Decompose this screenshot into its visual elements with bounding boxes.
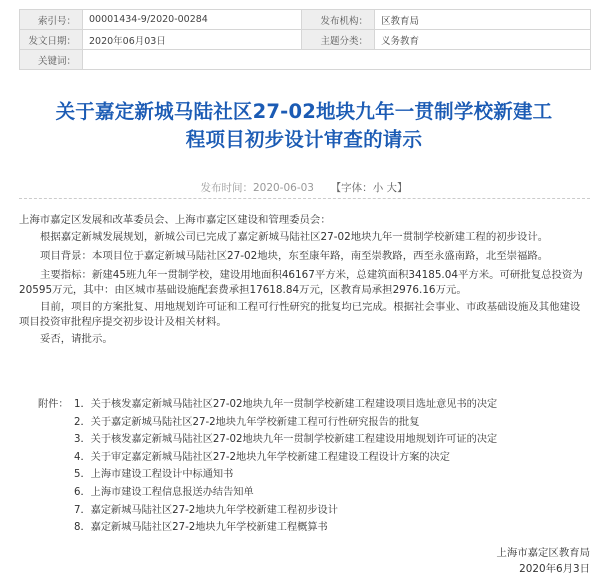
font-small-link[interactable]: 小	[372, 182, 384, 194]
font-size-switch	[331, 182, 408, 194]
font-size-close: 】	[397, 182, 408, 194]
attachment-item: 3．关于核发嘉定新城马陆社区27-02地块九年一贯制学校新建工程建设用地规划许可证的决定	[74, 434, 498, 446]
list-item	[38, 466, 593, 484]
document-title	[8, 98, 600, 154]
list-item	[38, 449, 593, 467]
font-size-label: 【字体：	[330, 182, 373, 194]
publish-time: 2020-06-03	[252, 182, 314, 194]
attachment-item: 4．关于审定嘉定新城马陆社区27-2地块九年学校新建工程建设工程设计方案的决定	[74, 451, 450, 463]
publish-time-label: 发布时间：	[200, 182, 253, 194]
paragraph: 主要指标：新建45班九年一贯制学校，建设用地面积46167平方米，总建筑面积34185.04平方米。可研批复总投资为20595万元，其中：由区城市基础设施配套费承担17618.84万元，区教育局承担2976.16万元。	[19, 269, 583, 296]
list-item	[38, 484, 593, 502]
attachment-item: 2．关于嘉定新城马陆社区27-2地块九年学校新建工程可行性研究报告的批复	[74, 416, 420, 428]
publish-info	[0, 180, 608, 195]
topic-label: 主题分类：	[302, 30, 375, 50]
list-item	[38, 519, 593, 537]
metadata-row	[20, 50, 591, 70]
topic-value: 义务教育	[375, 30, 591, 50]
attachment-item: 7．嘉定新城马陆社区27-2地块九年学校新建工程初步设计	[74, 504, 338, 516]
attachment-item: 6．上海市建设工程信息报送办结告知单	[74, 486, 254, 498]
metadata-row	[20, 10, 591, 30]
date-value: 2020年06月03日	[83, 30, 302, 50]
document-body	[19, 213, 587, 351]
attachment-item: 5．上海市建设工程设计中标通知书	[74, 469, 234, 481]
index-value: 00001434-9/2020-00284	[83, 10, 302, 30]
attachments-prefix: 附件：	[38, 399, 69, 410]
list-item	[38, 396, 593, 414]
paragraph: 妥否，请批示。	[40, 333, 113, 345]
keywords-label: 关键词：	[20, 50, 83, 70]
salutation: 上海市嘉定区发展和改革委员会、上海市嘉定区建设和管理委员会：	[19, 214, 331, 226]
attachment-item: 1．关于核发嘉定新城马陆社区27-02地块九年一贯制学校新建工程建设项目选址意见书的决定	[74, 399, 498, 410]
metadata-row	[20, 30, 591, 50]
attachment-item: 8．嘉定新城马陆社区27-2地块九年学校新建工程概算书	[74, 522, 328, 534]
paragraph: 目前，项目的方案批复、用地规划许可证和工程可行性研究的批复均已完成。根据社会事业、市政基础设施及其他建设项目投资审批程序提交初步设计及相关材料。	[19, 301, 581, 328]
signature-block	[496, 545, 590, 577]
signer-name: 上海市嘉定区教育局	[496, 547, 590, 559]
list-item	[38, 414, 593, 432]
paragraph: 项目背景：本项目位于嘉定新城马陆社区27-02地块，东至康年路，南至崇教路，西至永盛南路，北至崇福路。	[40, 250, 549, 262]
font-large-link[interactable]: 大	[386, 182, 398, 194]
list-item	[38, 502, 593, 520]
attachments-list	[38, 396, 593, 537]
index-label: 索引号：	[20, 10, 83, 30]
paragraph: 根据嘉定新城发展规划，新城公司已完成了嘉定新城马陆社区27-02地块九年一贯制学校新建工程的初步设计。	[40, 231, 549, 243]
keywords-value	[83, 50, 591, 70]
title-line-1: 关于嘉定新城马陆社区27-02地块九年一贯制学校新建工	[55, 100, 553, 123]
divider	[19, 198, 590, 199]
metadata-table	[19, 9, 591, 70]
list-item	[38, 431, 593, 449]
publisher-value: 区教育局	[375, 10, 591, 30]
title-line-2: 程项目初步设计审查的请示	[185, 128, 423, 151]
publisher-label: 发布机构：	[302, 10, 375, 30]
date-label: 发文日期：	[20, 30, 83, 50]
sign-date: 2020年6月3日	[519, 563, 590, 575]
